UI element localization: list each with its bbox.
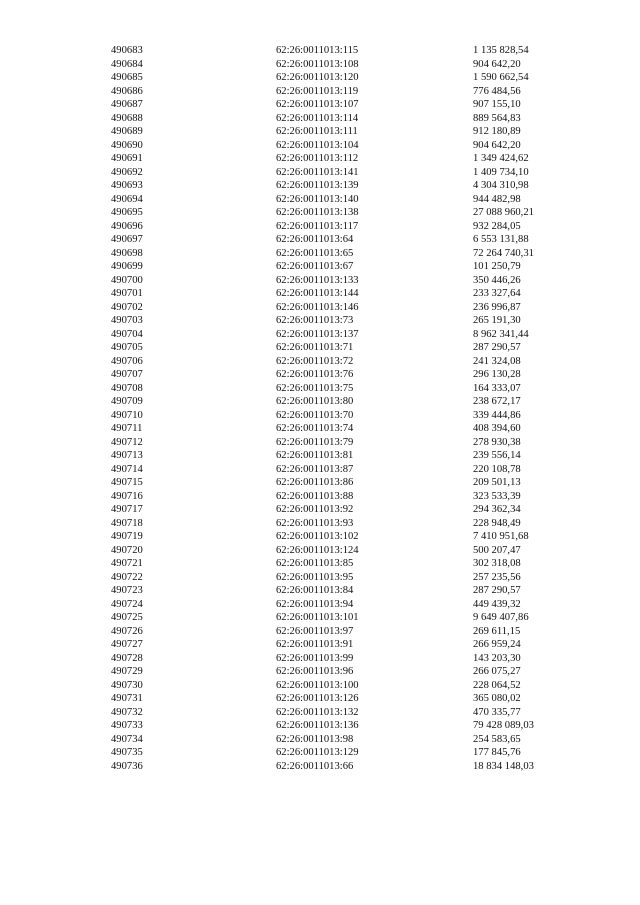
row-cadastral-number: 62:26:0011013:66 — [276, 760, 354, 772]
row-value: 238 672,17 — [473, 396, 521, 407]
row-cadastral-number: 62:26:0011013:73 — [276, 315, 354, 326]
row-value: 1 590 662,54 — [473, 72, 529, 83]
row-id: 490722 — [111, 571, 143, 583]
row-value: 350 446,26 — [473, 274, 521, 286]
table-row — [0, 166, 640, 180]
row-id: 490731 — [111, 693, 143, 704]
row-id: 490703 — [111, 315, 143, 326]
row-value: 1 349 424,62 — [473, 153, 529, 164]
table-row — [0, 139, 640, 153]
row-value: 339 444,86 — [473, 409, 521, 421]
table-row — [0, 395, 640, 409]
row-id: 490716 — [111, 490, 143, 502]
row-cadastral-number: 62:26:0011013:107 — [276, 99, 359, 110]
row-id: 490706 — [111, 355, 143, 367]
table-row — [0, 85, 640, 99]
table-row — [0, 638, 640, 652]
row-cadastral-number: 62:26:0011013:138 — [276, 207, 359, 218]
table-row — [0, 490, 640, 504]
row-cadastral-number: 62:26:0011013:79 — [276, 436, 354, 448]
row-cadastral-number: 62:26:0011013:119 — [276, 85, 359, 97]
table-row — [0, 436, 640, 450]
row-value: 143 203,30 — [473, 652, 521, 664]
row-id: 490736 — [111, 760, 143, 772]
row-id: 490712 — [111, 436, 143, 448]
row-id: 490688 — [111, 112, 143, 124]
table-row — [0, 598, 640, 612]
row-value: 904 642,20 — [473, 58, 521, 70]
table-row — [0, 260, 640, 274]
row-value: 904 642,20 — [473, 139, 521, 151]
table-row — [0, 233, 640, 247]
row-value: 323 533,39 — [473, 490, 521, 502]
row-id: 490719 — [111, 531, 143, 542]
row-value: 254 583,65 — [473, 733, 521, 745]
table-row — [0, 287, 640, 301]
table-row — [0, 584, 640, 598]
row-cadastral-number: 62:26:0011013:72 — [276, 355, 354, 367]
table-row — [0, 112, 640, 126]
row-value: 287 290,57 — [473, 342, 521, 353]
table-row — [0, 503, 640, 517]
row-value: 7 410 951,68 — [473, 531, 529, 542]
row-value: 470 335,77 — [473, 706, 521, 718]
row-cadastral-number: 62:26:0011013:101 — [276, 612, 359, 623]
row-value: 228 948,49 — [473, 517, 521, 529]
table-row — [0, 355, 640, 369]
table-row — [0, 530, 640, 544]
row-cadastral-number: 62:26:0011013:141 — [276, 166, 359, 178]
row-id: 490713 — [111, 450, 143, 461]
row-cadastral-number: 62:26:0011013:70 — [276, 409, 354, 421]
row-cadastral-number: 62:26:0011013:71 — [276, 342, 354, 353]
row-value: 265 191,30 — [473, 315, 521, 326]
row-id: 490696 — [111, 220, 143, 232]
row-id: 490695 — [111, 207, 143, 218]
row-cadastral-number: 62:26:0011013:85 — [276, 558, 354, 569]
row-id: 490683 — [111, 45, 143, 56]
table-row — [0, 611, 640, 625]
row-id: 490730 — [111, 679, 143, 691]
row-cadastral-number: 62:26:0011013:88 — [276, 490, 354, 502]
row-value: 72 264 740,31 — [473, 247, 534, 259]
row-cadastral-number: 62:26:0011013:108 — [276, 58, 359, 70]
row-cadastral-number: 62:26:0011013:98 — [276, 733, 354, 745]
row-id: 490728 — [111, 652, 143, 664]
row-cadastral-number: 62:26:0011013:99 — [276, 652, 354, 664]
row-id: 490732 — [111, 706, 143, 718]
row-cadastral-number: 62:26:0011013:74 — [276, 423, 354, 434]
table-row — [0, 422, 640, 436]
row-value: 889 564,83 — [473, 112, 521, 124]
row-cadastral-number: 62:26:0011013:81 — [276, 450, 354, 461]
table-row — [0, 409, 640, 423]
row-id: 490721 — [111, 558, 143, 569]
row-value: 287 290,57 — [473, 585, 521, 596]
row-id: 490701 — [111, 288, 143, 299]
row-value: 257 235,56 — [473, 571, 521, 583]
table-row — [0, 179, 640, 193]
row-cadastral-number: 62:26:0011013:129 — [276, 747, 359, 758]
table-row — [0, 679, 640, 693]
row-cadastral-number: 62:26:0011013:95 — [276, 571, 354, 583]
row-value: 233 327,64 — [473, 288, 521, 299]
table-row — [0, 557, 640, 571]
table-row — [0, 382, 640, 396]
table-row — [0, 746, 640, 760]
row-cadastral-number: 62:26:0011013:114 — [276, 112, 359, 124]
row-cadastral-number: 62:26:0011013:112 — [276, 153, 359, 164]
row-cadastral-number: 62:26:0011013:140 — [276, 193, 359, 205]
row-value: 6 553 131,88 — [473, 234, 529, 245]
row-id: 490714 — [111, 463, 143, 475]
row-id: 490686 — [111, 85, 143, 97]
table-row — [0, 44, 640, 58]
row-cadastral-number: 62:26:0011013:80 — [276, 396, 354, 407]
row-id: 490727 — [111, 639, 143, 650]
row-id: 490697 — [111, 234, 143, 245]
row-value: 1 409 734,10 — [473, 166, 529, 178]
row-value: 278 930,38 — [473, 436, 521, 448]
row-value: 269 611,15 — [473, 625, 521, 637]
table-row — [0, 71, 640, 85]
table-row — [0, 652, 640, 666]
row-id: 490699 — [111, 261, 143, 272]
row-cadastral-number: 62:26:0011013:102 — [276, 531, 359, 542]
row-value: 266 075,27 — [473, 666, 521, 677]
row-id: 490704 — [111, 328, 143, 340]
row-id: 490710 — [111, 409, 143, 421]
table-row — [0, 449, 640, 463]
row-cadastral-number: 62:26:0011013:133 — [276, 274, 359, 286]
row-cadastral-number: 62:26:0011013:137 — [276, 328, 359, 340]
table-row — [0, 544, 640, 558]
table-row — [0, 760, 640, 774]
table-row — [0, 58, 640, 72]
data-table — [0, 44, 640, 773]
row-value: 236 996,87 — [473, 301, 521, 313]
row-value: 209 501,13 — [473, 477, 521, 488]
row-cadastral-number: 62:26:0011013:96 — [276, 666, 354, 677]
row-cadastral-number: 62:26:0011013:100 — [276, 679, 359, 691]
row-id: 490729 — [111, 666, 143, 677]
table-row — [0, 247, 640, 261]
row-id: 490718 — [111, 517, 143, 529]
row-id: 490717 — [111, 504, 143, 515]
row-value: 220 108,78 — [473, 463, 521, 475]
row-value: 164 333,07 — [473, 382, 521, 394]
row-id: 490724 — [111, 598, 143, 610]
row-cadastral-number: 62:26:0011013:144 — [276, 288, 359, 299]
row-cadastral-number: 62:26:0011013:111 — [276, 126, 358, 137]
table-row — [0, 152, 640, 166]
row-value: 294 362,34 — [473, 504, 521, 515]
table-row — [0, 314, 640, 328]
row-cadastral-number: 62:26:0011013:67 — [276, 261, 354, 272]
row-value: 101 250,79 — [473, 261, 521, 272]
row-id: 490711 — [111, 423, 143, 434]
row-value: 9 649 407,86 — [473, 612, 529, 623]
table-row — [0, 463, 640, 477]
row-id: 490693 — [111, 180, 143, 191]
row-id: 490698 — [111, 247, 143, 259]
row-cadastral-number: 62:26:0011013:139 — [276, 180, 359, 191]
row-value: 776 484,56 — [473, 85, 521, 97]
table-row — [0, 274, 640, 288]
row-value: 241 324,08 — [473, 355, 521, 367]
row-value: 8 962 341,44 — [473, 328, 529, 340]
row-value: 500 207,47 — [473, 544, 521, 556]
row-value: 365 080,02 — [473, 693, 521, 704]
row-id: 490733 — [111, 720, 143, 731]
row-cadastral-number: 62:26:0011013:124 — [276, 544, 359, 556]
row-id: 490708 — [111, 382, 143, 394]
row-id: 490734 — [111, 733, 143, 745]
table-row — [0, 368, 640, 382]
row-value: 4 304 310,98 — [473, 180, 529, 191]
table-row — [0, 193, 640, 207]
row-id: 490700 — [111, 274, 143, 286]
row-cadastral-number: 62:26:0011013:126 — [276, 693, 359, 704]
table-row — [0, 206, 640, 220]
row-value: 449 439,32 — [473, 598, 521, 610]
row-id: 490694 — [111, 193, 143, 205]
row-id: 490702 — [111, 301, 143, 313]
row-value: 79 428 089,03 — [473, 720, 534, 731]
row-id: 490715 — [111, 477, 143, 488]
row-cadastral-number: 62:26:0011013:120 — [276, 72, 359, 83]
table-row — [0, 125, 640, 139]
row-id: 490692 — [111, 166, 143, 178]
table-row — [0, 476, 640, 490]
row-cadastral-number: 62:26:0011013:87 — [276, 463, 354, 475]
row-value: 302 318,08 — [473, 558, 521, 569]
row-id: 490684 — [111, 58, 143, 70]
row-value: 932 284,05 — [473, 220, 521, 232]
row-cadastral-number: 62:26:0011013:104 — [276, 139, 359, 151]
row-cadastral-number: 62:26:0011013:64 — [276, 234, 354, 245]
row-value: 912 180,89 — [473, 126, 521, 137]
row-id: 490707 — [111, 369, 143, 380]
table-row — [0, 625, 640, 639]
row-id: 490723 — [111, 585, 143, 596]
row-value: 27 088 960,21 — [473, 207, 534, 218]
row-cadastral-number: 62:26:0011013:92 — [276, 504, 354, 515]
table-row — [0, 692, 640, 706]
table-row — [0, 571, 640, 585]
row-cadastral-number: 62:26:0011013:75 — [276, 382, 354, 394]
row-value: 296 130,28 — [473, 369, 521, 380]
row-value: 944 482,98 — [473, 193, 521, 205]
row-cadastral-number: 62:26:0011013:65 — [276, 247, 354, 259]
row-id: 490689 — [111, 126, 143, 137]
table-row — [0, 98, 640, 112]
row-cadastral-number: 62:26:0011013:136 — [276, 720, 359, 731]
row-value: 266 959,24 — [473, 639, 521, 650]
row-id: 490691 — [111, 153, 143, 164]
row-cadastral-number: 62:26:0011013:93 — [276, 517, 354, 529]
table-row — [0, 733, 640, 747]
row-id: 490726 — [111, 625, 143, 637]
row-cadastral-number: 62:26:0011013:94 — [276, 598, 354, 610]
row-value: 907 155,10 — [473, 99, 521, 110]
row-id: 490725 — [111, 612, 143, 623]
row-id: 490687 — [111, 99, 143, 110]
table-row — [0, 665, 640, 679]
row-id: 490685 — [111, 72, 143, 83]
table-row — [0, 719, 640, 733]
table-row — [0, 301, 640, 315]
row-id: 490720 — [111, 544, 143, 556]
row-value: 1 135 828,54 — [473, 45, 529, 56]
row-cadastral-number: 62:26:0011013:76 — [276, 369, 354, 380]
row-value: 239 556,14 — [473, 450, 521, 461]
row-value: 177 845,76 — [473, 747, 521, 758]
row-id: 490735 — [111, 747, 143, 758]
row-id: 490709 — [111, 396, 143, 407]
row-cadastral-number: 62:26:0011013:97 — [276, 625, 354, 637]
row-id: 490690 — [111, 139, 143, 151]
table-row — [0, 220, 640, 234]
row-value: 18 834 148,03 — [473, 760, 534, 772]
row-cadastral-number: 62:26:0011013:146 — [276, 301, 359, 313]
row-value: 228 064,52 — [473, 679, 521, 691]
row-cadastral-number: 62:26:0011013:91 — [276, 639, 354, 650]
row-cadastral-number: 62:26:0011013:84 — [276, 585, 354, 596]
table-row — [0, 341, 640, 355]
table-row — [0, 706, 640, 720]
table-row — [0, 328, 640, 342]
row-cadastral-number: 62:26:0011013:86 — [276, 477, 354, 488]
row-cadastral-number: 62:26:0011013:117 — [276, 220, 359, 232]
row-value: 408 394,60 — [473, 423, 521, 434]
row-id: 490705 — [111, 342, 143, 353]
table-row — [0, 517, 640, 531]
row-cadastral-number: 62:26:0011013:132 — [276, 706, 359, 718]
row-cadastral-number: 62:26:0011013:115 — [276, 45, 359, 56]
